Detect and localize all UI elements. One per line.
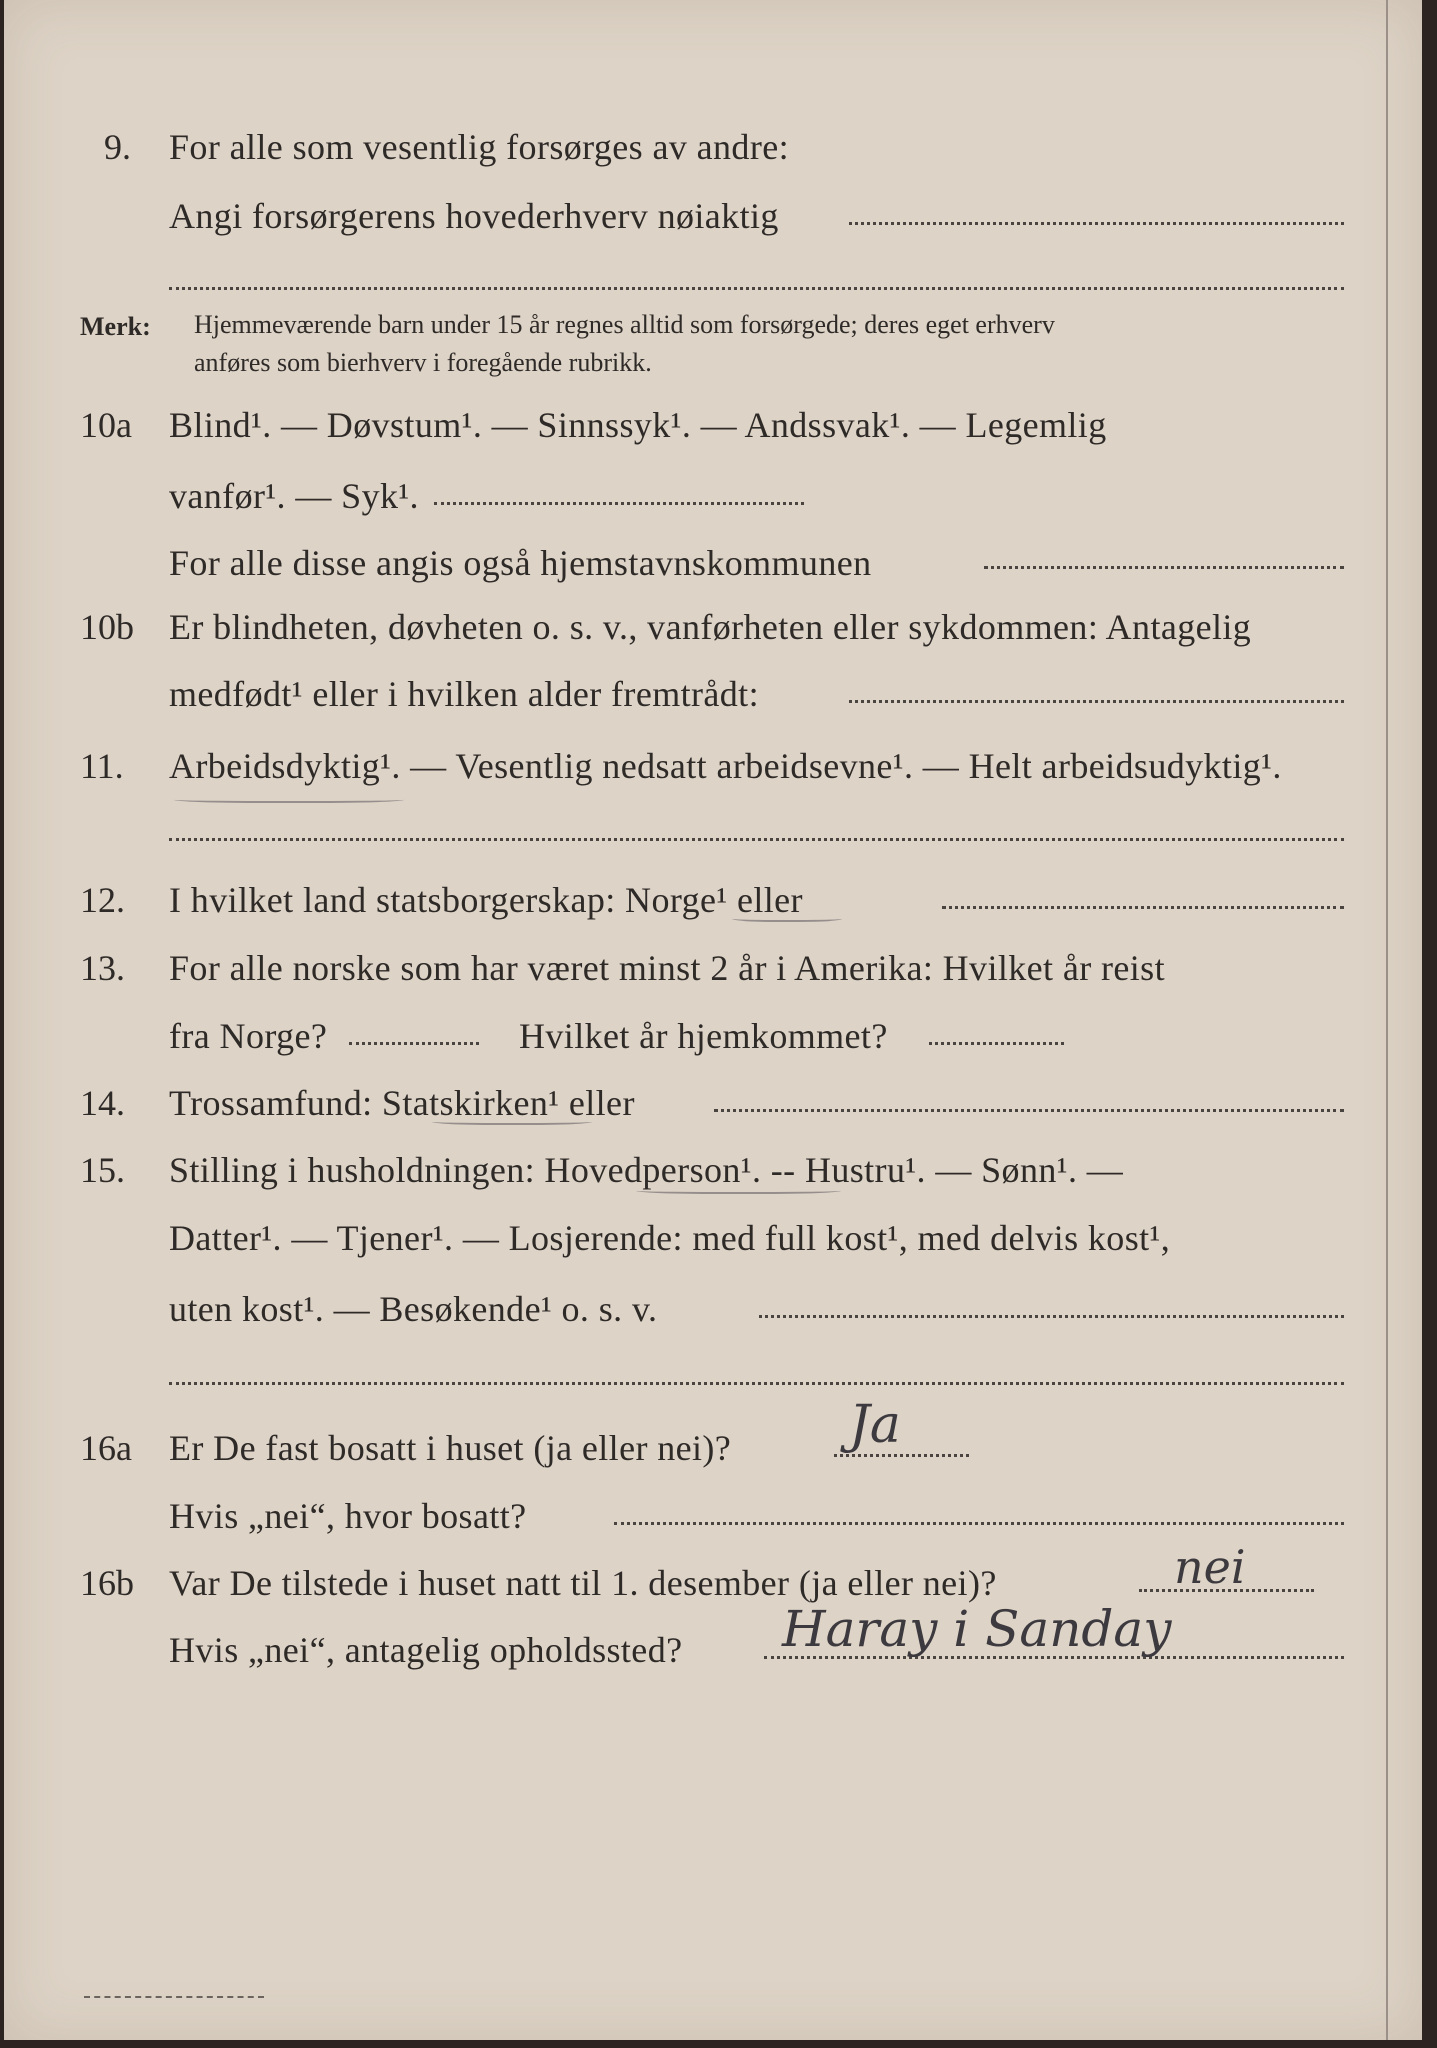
q12-answer-line [942, 906, 1344, 909]
q14-number: 14. [80, 1083, 125, 1123]
q15-answer-line-2 [169, 1382, 1344, 1385]
q9-answer-line [849, 222, 1344, 225]
q10b-answer-line [849, 700, 1344, 703]
q16b-number: 16b [80, 1563, 134, 1603]
pencil-underline-norge [732, 914, 842, 922]
q16b-line2: Hvis „nei“, antagelig opholdssted? [169, 1630, 683, 1670]
q10b-number: 10b [80, 607, 134, 647]
q10a-number: 10a [80, 405, 132, 445]
merk-line2: anføres som bierhverv i foregående rubrikk. [194, 348, 652, 377]
q16a-number: 16a [80, 1428, 132, 1468]
q9-number: 9. [104, 127, 131, 167]
q9-line1: For alle som vesentlig forsørges av andre: [169, 127, 789, 167]
pencil-underline-hovedperson [636, 1186, 841, 1194]
q10a-line1: Blind¹. — Døvstum¹. — Sinnssyk¹. — Andssvak¹. — Legemlig [169, 405, 1107, 445]
q15-number: 15. [80, 1150, 125, 1190]
pencil-underline-statskirken [432, 1117, 592, 1125]
q11-line1: Arbeidsdyktig¹. — Vesentlig nedsatt arbeidsevne¹. — Helt arbeidsudyktig¹. [169, 746, 1282, 786]
q10a-hometown-line [984, 566, 1344, 569]
q10b-line1: Er blindheten, døvheten o. s. v., vanførheten eller sykdommen: Antagelig [169, 607, 1252, 647]
q12-number: 12. [80, 880, 125, 920]
pencil-underline-arbeidsdyktig [174, 795, 404, 803]
q11-number: 11. [80, 746, 124, 786]
q13-year-left-line [349, 1042, 479, 1045]
q9-line2: Angi forsørgerens hovederhverv nøiaktig [169, 196, 779, 236]
q13-line1: For alle norske som har været minst 2 år i Amerika: Hvilket år reist [169, 948, 1165, 988]
q13-line2a: fra Norge? [169, 1016, 328, 1056]
q12-line1: I hvilket land statsborgerskap: Norge¹ eller [169, 880, 803, 920]
q16b-handwritten-answer: nei [1174, 1540, 1246, 1594]
q15-answer-line [759, 1315, 1344, 1318]
q16b-line1: Var De tilstede i huset natt til 1. desember (ja eller nei)? [169, 1563, 997, 1603]
q16a-residence-line [614, 1522, 1344, 1525]
q11-answer-line [169, 838, 1344, 841]
q10a-line2: vanfør¹. — Syk¹. [169, 476, 419, 516]
q15-line3: uten kost¹. — Besøkende¹ o. s. v. [169, 1289, 658, 1329]
q13-line2b: Hvilket år hjemkommet? [519, 1016, 888, 1056]
q10b-line2: medfødt¹ eller i hvilken alder fremtrådt: [169, 674, 759, 714]
q16a-line1: Er De fast bosatt i huset (ja eller nei)? [169, 1428, 732, 1468]
q15-line1: Stilling i husholdningen: Hovedperson¹. -- Hustru¹. — Sønn¹. — [169, 1150, 1124, 1190]
footer-faint-line [84, 1996, 264, 1998]
page-edge-line [1386, 0, 1388, 2040]
q13-number: 13. [80, 948, 125, 988]
q10a-line3: For alle disse angis også hjemstavnskommunen [169, 543, 872, 583]
q16b-handwritten-whereabouts: Haray i Sanday [782, 1600, 1172, 1658]
q16a-line2: Hvis „nei“, hvor bosatt? [169, 1496, 527, 1536]
q14-line1: Trossamfund: Statskirken¹ eller [169, 1083, 635, 1123]
q14-answer-line [714, 1109, 1344, 1112]
q16a-handwritten-answer: Ja [849, 1395, 901, 1455]
merk-label: Merk: [80, 312, 151, 341]
merk-line1: Hjemmeværende barn under 15 år regnes alltid som forsørgede; deres eget erhverv [194, 310, 1055, 339]
q13-year-returned-line [929, 1042, 1064, 1045]
q10a-answer-line [434, 502, 804, 505]
q15-line2: Datter¹. — Tjener¹. — Losjerende: med full kost¹, med delvis kost¹, [169, 1218, 1171, 1258]
census-form-page [4, 0, 1422, 2040]
q9-answer-line-2 [169, 287, 1344, 290]
